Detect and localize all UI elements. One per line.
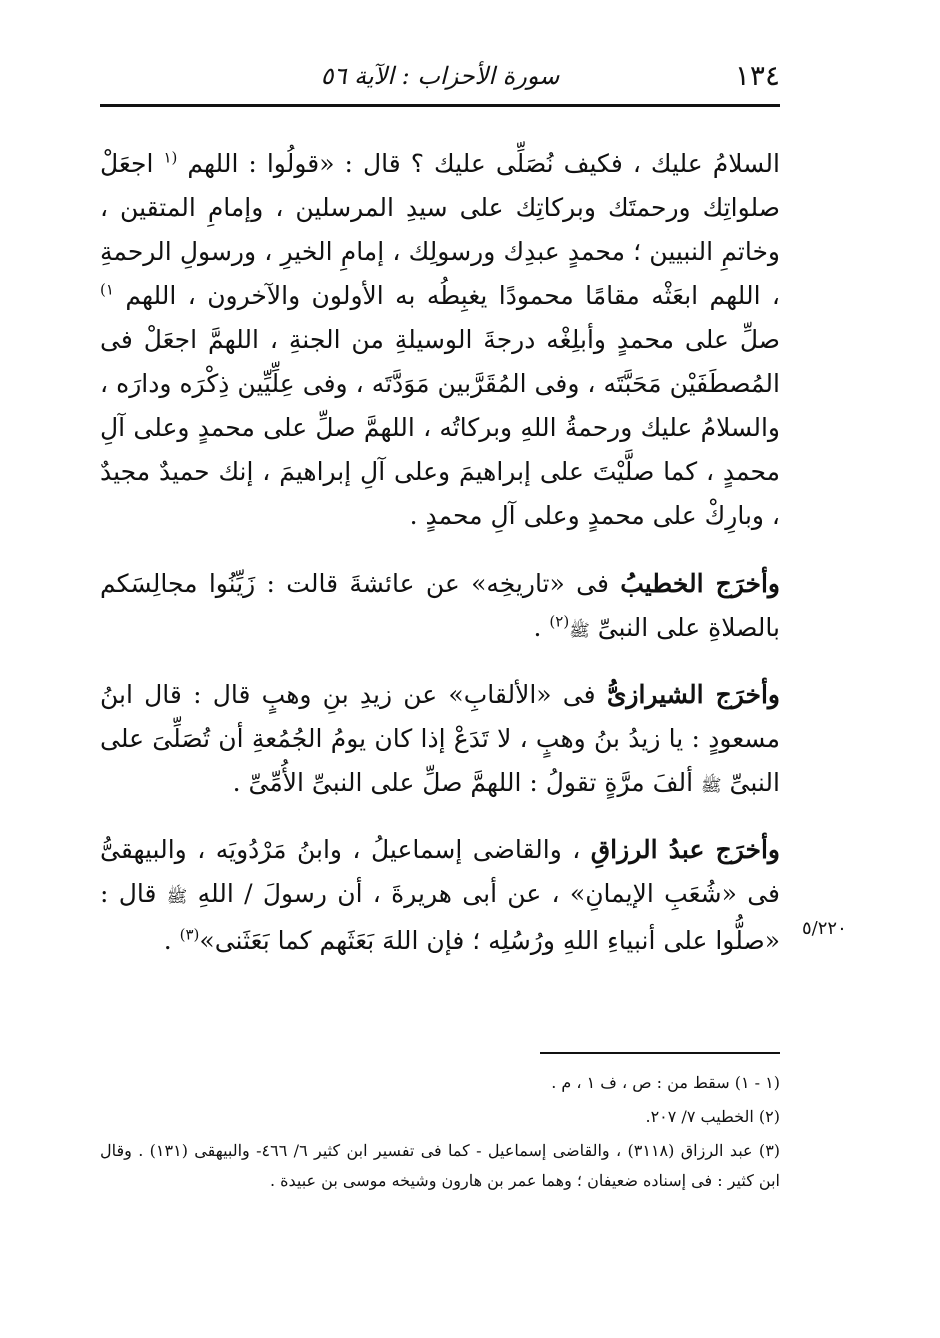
paragraph-4-text-b: قال : «صلُّوا على أنبياءِ اللهِ ورُسُلِه ؛ فإن اللهَ بَعَثَهم كما بَعَثَنى» — [100, 879, 780, 955]
paragraph-2-end: . — [533, 613, 542, 642]
paragraph-2 — [100, 562, 780, 653]
footnote-1: (١ - ١) سقط من : ص ، ف ١ ، م . — [551, 1073, 780, 1092]
footnote-rule — [540, 1052, 780, 1054]
paragraph-4-text-a: ، والقاضى إسماعيلُ ، وابنُ مَرْدُويَه ، والبيهقىُّ فى «شُعَبِ الإيمانِ» ، عن أبى هريرةَ ، أن رسولَ / اللهِ — [100, 835, 781, 908]
page-number: ١٣٤ — [734, 59, 780, 92]
paragraph-4 — [100, 828, 780, 963]
footnote-2: (٢) الخطيب ٧/ ٢٠٧. — [645, 1107, 780, 1126]
page-header — [100, 58, 780, 98]
paragraph-3-lead: وأخرَج الشيرازىُّ — [606, 680, 780, 709]
running-title: سورة الأحزاب : الآية ٥٦ — [320, 62, 560, 90]
paragraph-4-end: . — [163, 926, 172, 955]
paragraph-3-text-a: فى «الألقابِ» عن زيدِ بنِ وهبٍ قال : قال ابنُ مسعودٍ : يا زيدُ بنُ وهبٍ ، لا تَدَعْ إذا كان يومُ الجُمُعةِ أن تُصَلِّىَ على النبىِّ — [100, 680, 780, 797]
margin-volume-page-note: ٥/٢٢٠ — [802, 918, 847, 939]
paragraph-2-text: فى «تاريخِه» عن عائشةَ قالت : زَيِّنُوا مجالِسَكم بالصلاةِ على النبىِّ — [100, 569, 780, 642]
footnote-3-marker: (٣) — [179, 925, 200, 944]
footnotes — [100, 1068, 780, 1200]
body-text — [100, 142, 780, 983]
paragraph-1-part-b: اجعَلْ صلواتِك ورحمتَك وبركاتِك على سيدِ المرسلين ، وإمامِ المتقين ، وخاتمِ النبيين ؛ محمدٍ عبدِك ورسولِك ، إمامِ الخيرِ ، ورسولِ الرحمةِ ، اللهم ابعَثْه مقامًا محمودًا يغبِطُه به الأولون والآخرون ، اللهم — [100, 149, 780, 310]
paragraph-1-part-c: صلِّ على محمدٍ وأبلِغْه درجةَ الوسيلةِ من الجنةِ ، اللهمَّ اجعَلْ فى المُصطَفَيْن مَحَبَّتَه ، وفى المُقَرَّبين مَوَدَّتَه ، وفى عِلِّيِّين ذِكْرَه ودارَه ، والسلامُ عليك ورحمةُ اللهِ وبركاتُه ، اللهمَّ صلِّ على محمدٍ وعلى آلِ محمدٍ ، كما صلَّيْتَ على إبراهيمَ وعلى آلِ إبراهيمَ ، إنك حميدٌ مجيدٌ ، وبارِكْ على محمدٍ وعلى آلِ محمدٍ . — [100, 325, 780, 530]
footnote-2-marker: (٢) — [549, 612, 570, 631]
salla-honorific-icon: ﷺ — [569, 621, 590, 641]
paragraph-2-lead: وأخرَج الخطيبُ — [620, 569, 780, 598]
paragraph-4-lead: وأخرَج عبدُ الرزاقِ — [590, 835, 780, 864]
header-rule — [100, 104, 780, 107]
paragraph-3-text-b: ألفَ مرَّةٍ تقولُ : اللهمَّ صلِّ على النبىِّ الأُمِّىِّ . — [232, 768, 694, 797]
paragraph-3 — [100, 673, 780, 808]
paragraph-1-part-a: السلامُ عليك ، فكيف نُصَلِّى عليك ؟ قال : «قولُوا : اللهم — [187, 149, 780, 178]
footnote-3: (٣) عبد الرزاق (٣١١٨) ، والقاضى إسماعيل - كما فى تفسير ابن كثير ٦/ ٤٦٦- والبيهقى (١٣١) . وقال ابن كثير : فى إسناده ضعيفان ؛ وهما عمر بن هارون وشيخه موسى بن عبيدة . — [100, 1141, 781, 1190]
footnote-1-open-marker: (١ — [163, 148, 178, 167]
footnote-1-close-marker: ١) — [100, 280, 114, 299]
salla-honorific-icon: ﷺ — [166, 887, 188, 907]
salla-honorific-icon: ﷺ — [701, 776, 722, 796]
paragraph-1 — [100, 142, 780, 538]
